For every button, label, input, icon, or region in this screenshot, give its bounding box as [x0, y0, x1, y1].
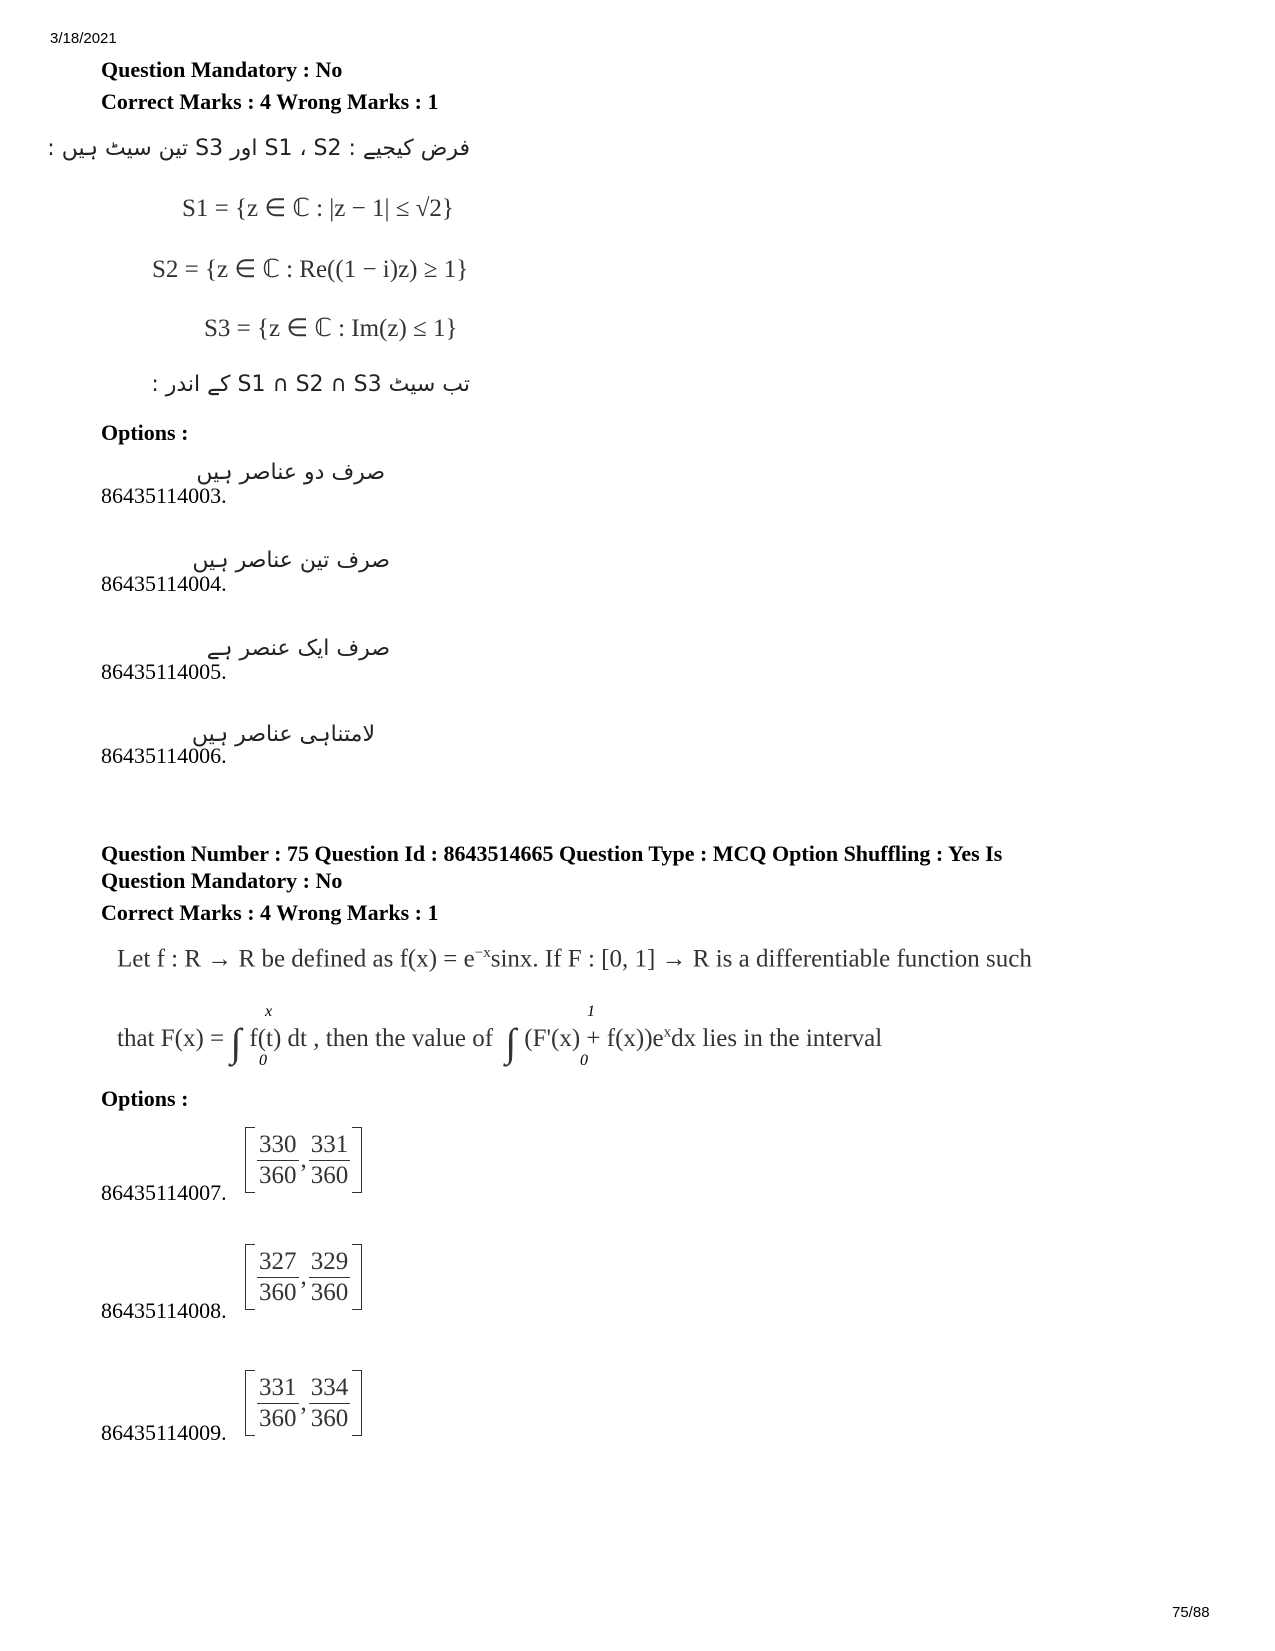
- q74-marks: Correct Marks : 4 Wrong Marks : 1: [101, 89, 439, 114]
- q75-option-1-id: 86435114007.: [101, 1180, 227, 1205]
- q75-header-line: Question Number : 75 Question Id : 8643514665 Question Type : MCQ Option Shuffling : Yes Is: [101, 841, 1003, 866]
- q74-option-3-text: صرف ایک عنصر ہے: [206, 636, 390, 661]
- q74-option-3-id: 86435114005.: [101, 659, 227, 684]
- q74-option-4-id: 86435114006.: [101, 743, 227, 768]
- q74-urdu-then: تب سیٹ S1 ∩ S2 ∩ S3 کے اندر :: [151, 372, 470, 397]
- integral-1-upper-limit: x: [265, 1003, 273, 1020]
- q75-option-3-interval: $\frac{331}{360}$ , $\frac{334}{360}$: [245, 1370, 362, 1436]
- q75-option-3-id: 86435114009.: [101, 1420, 227, 1445]
- q74-options-label: Options :: [101, 420, 189, 445]
- q74-option-1-id: 86435114003.: [101, 483, 227, 508]
- q74-option-2-id: 86435114004.: [101, 571, 227, 596]
- q75-options-label: Options :: [101, 1086, 189, 1111]
- q75-option-2-id: 86435114008.: [101, 1298, 227, 1323]
- q75-mandatory: Question Mandatory : No: [101, 868, 343, 893]
- q75-option-1-interval: $\frac{330}{360}$ , $\frac{331}{360}$: [245, 1127, 362, 1193]
- integral-1-lower-limit: 0: [259, 1052, 267, 1069]
- q74-set-s3: S3 = {z ∈ ℂ : Im(z) ≤ 1}: [204, 315, 458, 342]
- q75-stem-line-1: Let f : R → R be defined as $f(x) = e^{-x}\sin x$. If F : [0, 1] → R is a differentiable function such: [117, 945, 1032, 973]
- q75-stem-line-2: that F(x) = ∫ f(t) dt , then the value of ∫ $(F'(x) + f(x))e^xdx$ lies in the interval: [117, 1020, 883, 1065]
- q74-option-4-text: لامتناہی عناصر ہیں: [191, 722, 375, 747]
- integral-sign-1: ∫: [230, 1020, 242, 1065]
- q75-marks: Correct Marks : 4 Wrong Marks : 1: [101, 900, 439, 925]
- integral-sign-2: ∫: [505, 1020, 517, 1065]
- q74-mandatory: Question Mandatory : No: [101, 57, 343, 82]
- integral-2-lower-limit: 0: [580, 1052, 588, 1069]
- print-date: 3/18/2021: [50, 30, 117, 47]
- page-number: 75/88: [1172, 1604, 1210, 1621]
- integral-2-upper-limit: 1: [587, 1003, 595, 1020]
- q74-option-2-text: صرف تین عناصر ہیں: [192, 548, 390, 573]
- q74-option-1-text: صرف دو عناصر ہیں: [196, 460, 385, 485]
- q74-set-s2: S2 = {z ∈ ℂ : Re((1 − i)z) ≥ 1}: [152, 256, 469, 283]
- q74-urdu-intro: فرض کیجیے : S1 ، S2 اور S3 تین سیٹ ہیں :: [47, 136, 470, 161]
- q75-option-2-interval: $\frac{327}{360}$ , $\frac{329}{360}$: [245, 1244, 362, 1310]
- q74-set-s1: S1 = {z ∈ ℂ : |z − 1| ≤ √2}: [182, 195, 454, 222]
